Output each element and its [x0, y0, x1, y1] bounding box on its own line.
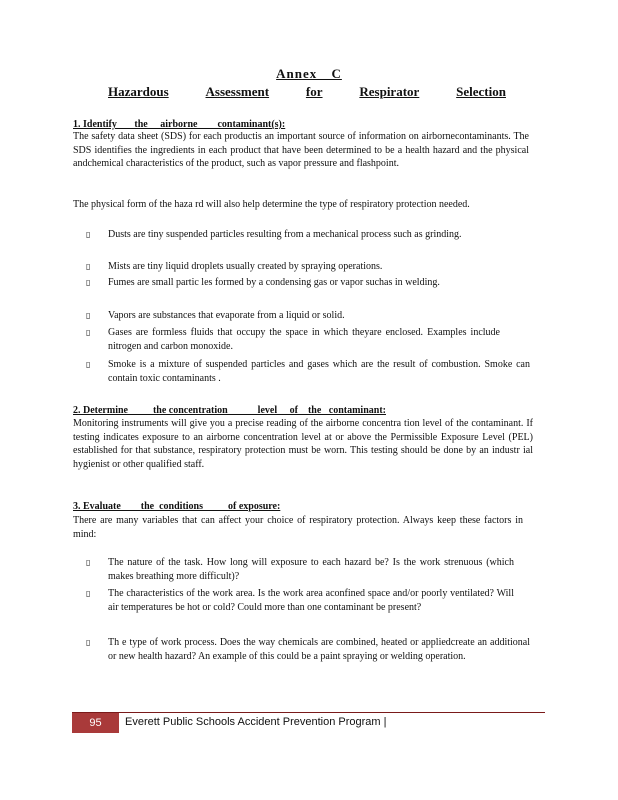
- box-bullet-icon: ▯: [86, 230, 91, 239]
- footer-text: Everett Public Schools Accident Prevention Program |: [125, 716, 387, 728]
- section-3-heading: 3. Evaluate the conditions of exposure:: [73, 501, 281, 512]
- document-page: Annex C Hazardous Assessment for Respirator Selection 1. Identify the airborne contaminant(s): The safety data sheet (SDS) for each productis an important source of information on airbornecontaminants. The SDS identifies the ingredients in each product that have been determined to be a health hazard and the physical andchemical characteristics of the product, such as vapor pressure and flashpoint. The physical form of the haza rd will also help determine the type of respiratory protection needed. ▯ Dusts are tiny suspended particles resulting from a mechanical process such as grinding. ▯ Mists are tiny liquid droplets usually created by spraying operations. ▯ Fumes are small partic les formed by a condensing gas or vapor suchas in welding. ▯ Vapors are substances that evaporate from a liquid or solid. ▯ Gases are formless fluids that occupy the space in which theyare enclosed. Examples include nitrogen and carbon monoxide. ▯ Smoke is a mixture of suspended particles and gases which are the result of combustion. Smoke can contain toxic contaminants . 2. Determine the concentration level of the contaminant: Monitoring instruments will give you a precise reading of the airborne concentra tion level of the contaminant. If testing indicates exposure to an airborne concentration level at or above the Permissible Exposure Level (PEL) established for that substance, respiratory protection must be worn. This testing should be done by an industr ial hygienist or other qualified staff. 3. Evaluate the conditions of exposure: There are many variables that can affect your choice of respiratory protection. Always keep these factors in mind: ▯ The nature of the task. How long will exposure to each hazard be? Is the work strenuous (which makes breathing more difficult)? ▯ The characteristics of the work area. Is the work area aconfined space and/or poorly ventilated? Will air temperatures be hot or cold? Could more than one contaminant be present? ▯ Th e type of work process. Does the way chemicals are combined, heated or appliedcreate an additional or new health hazard? An example of this could be a paint spraying or welding operation. 95 Everett Public Schools Accident Prevention Program |: [0, 0, 618, 800]
- page-number: 95: [72, 713, 119, 733]
- section-2-paragraph: Monitoring instruments will give you a precise reading of the airborne concentra tion level of the contaminant. If testing indicates exposure to an airborne concentration level at or above the Permissible Exposure Level (PEL) established for that substance, respiratory protection must be worn. This testing should be done by an industr ial hygienist or other qualified staff.: [73, 418, 533, 470]
- box-bullet-icon: ▯: [86, 558, 91, 567]
- title-word: for: [305, 84, 323, 99]
- title-word: Respirator: [359, 84, 420, 99]
- title-word: Hazardous: [108, 84, 169, 99]
- box-bullet-icon: ▯: [86, 328, 91, 337]
- title-word: Selection: [456, 84, 506, 99]
- section-3-paragraph: There are many variables that can affect your choice of respiratory protection. Always keep these factors in mind:: [73, 515, 523, 540]
- footer-divider: [72, 712, 545, 713]
- section-2-heading: 2. Determine the concentration level of the contaminant:: [73, 405, 386, 416]
- box-bullet-icon: ▯: [86, 589, 91, 598]
- title-word: Assessment: [205, 84, 270, 99]
- page-title: [108, 84, 506, 100]
- section-1-heading: 1. Identify the airborne contaminant(s):: [73, 119, 286, 130]
- box-bullet-icon: ▯: [86, 360, 91, 369]
- box-bullet-icon: ▯: [86, 278, 91, 287]
- box-bullet-icon: ▯: [86, 262, 91, 271]
- box-bullet-icon: ▯: [86, 638, 91, 647]
- annex-label: Annex C: [276, 66, 342, 81]
- section-1-paragraph-1: The safety data sheet (SDS) for each productis an important source of information on airbornecontaminants. The SDS identifies the ingredients in each product that have been determined to be a health hazard and the physical andchemical characteristics of the product, such as vapor pressure and flashpoint.: [73, 131, 529, 169]
- box-bullet-icon: ▯: [86, 311, 91, 320]
- section-1-paragraph-2: The physical form of the haza rd will also help determine the type of respiratory protection needed.: [73, 199, 470, 210]
